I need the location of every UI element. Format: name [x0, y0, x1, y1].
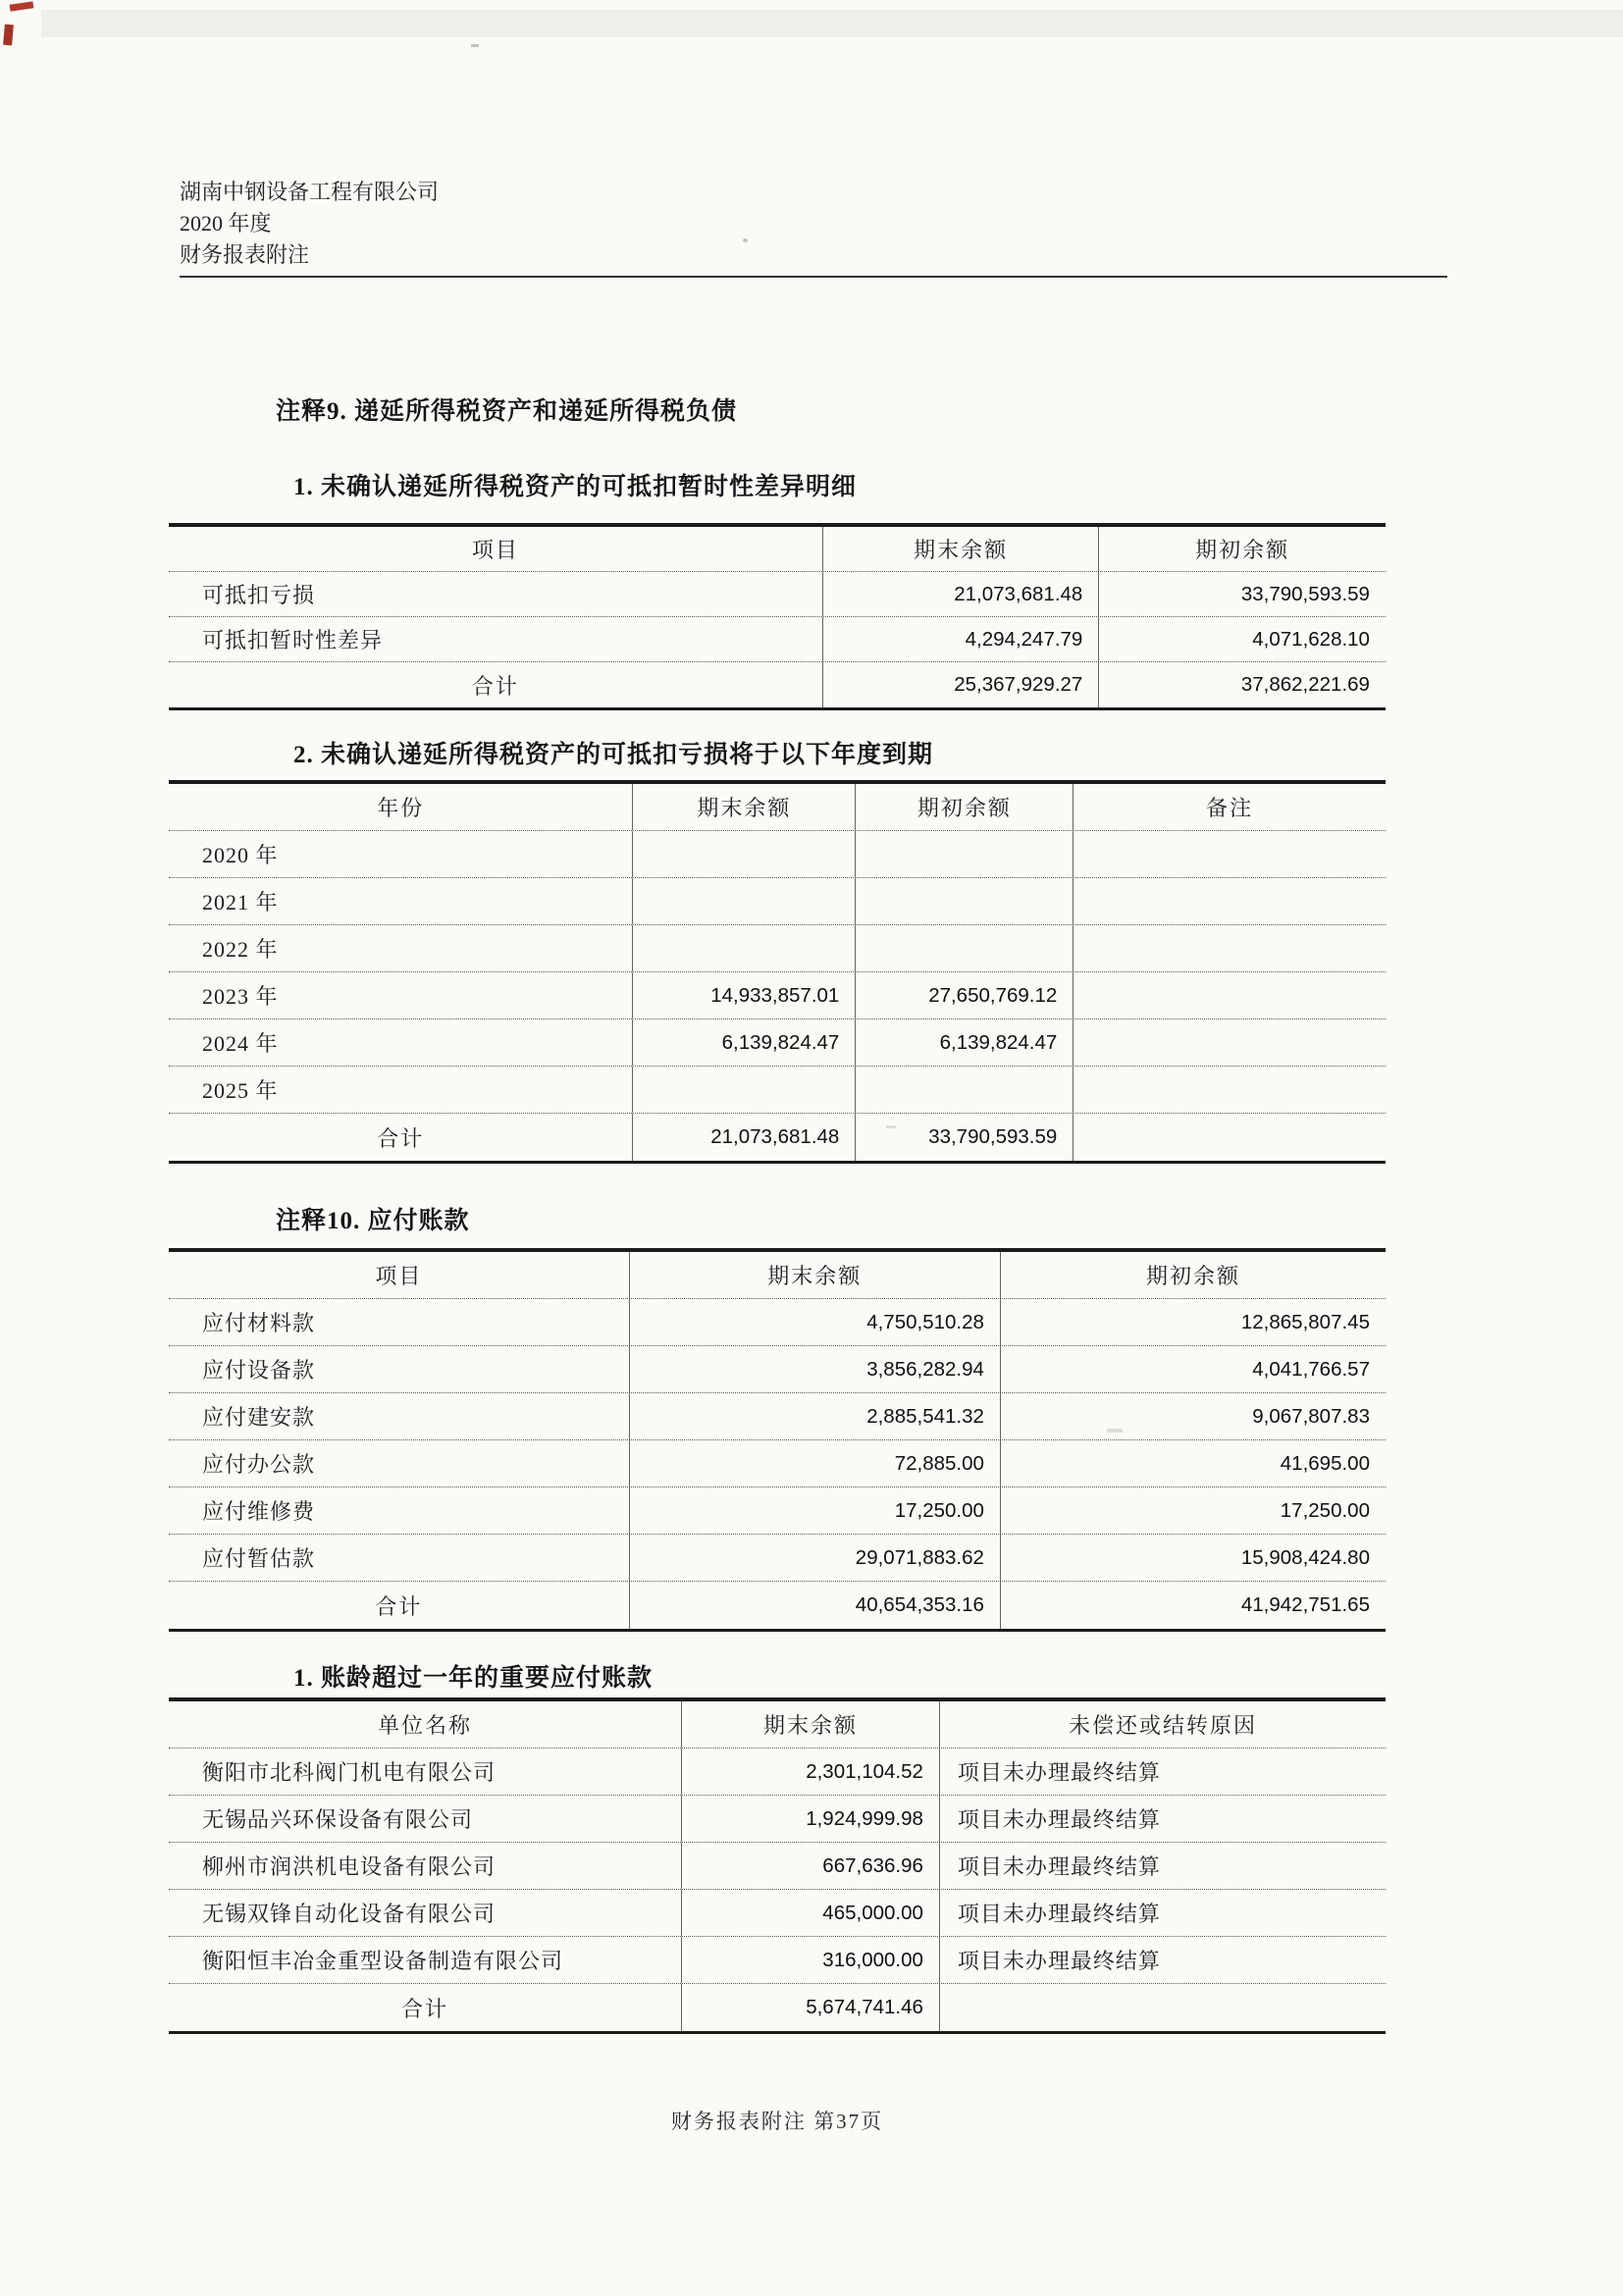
- column-header: 期初余额: [1000, 1252, 1386, 1298]
- table-cell: 项目未办理最终结算: [939, 1843, 1386, 1889]
- table-cell: [855, 925, 1073, 971]
- note9-heading: 注释9. 递延所得税资产和递延所得税负债: [276, 398, 738, 425]
- table-cell: 29,071,883.62: [629, 1535, 1000, 1581]
- table-row: [169, 1937, 1386, 1984]
- table-row: [169, 1393, 1386, 1440]
- table-row: [169, 1984, 1386, 2031]
- document-title: 财务报表附注: [180, 242, 310, 267]
- table-row: [169, 1843, 1386, 1890]
- table-cell: 6,139,824.47: [632, 1019, 855, 1066]
- table-cell: 9,067,807.83: [1000, 1393, 1386, 1439]
- table-cell: 17,250.00: [1000, 1487, 1386, 1534]
- table-cell: 2021 年: [202, 890, 279, 914]
- table-cell: 项目未办理最终结算: [939, 1890, 1386, 1936]
- scan-speck: [743, 238, 748, 242]
- table-cell: 2020 年: [202, 843, 279, 867]
- column-header: 期初余额: [1098, 527, 1386, 571]
- table-cell: 4,294,247.79: [822, 617, 1098, 661]
- table-cell: 316,000.00: [681, 1937, 939, 1983]
- table-row: [169, 1890, 1386, 1937]
- table-cell: [1073, 972, 1386, 1018]
- table-row: [169, 1346, 1386, 1393]
- table-cell: 25,367,929.27: [822, 662, 1098, 707]
- table-row: [169, 1299, 1386, 1346]
- table-header-row: [169, 1701, 1386, 1748]
- table-cell: 可抵扣暂时性差异: [202, 628, 384, 652]
- table-cell: 合计: [377, 1125, 425, 1151]
- table-header-row: [169, 784, 1386, 831]
- table-cell: 2024 年: [202, 1031, 279, 1056]
- table-row: [169, 1748, 1386, 1796]
- table-cell: 4,041,766.57: [1000, 1346, 1386, 1392]
- table-cell: [632, 878, 855, 924]
- accounts-payable-table: [169, 1248, 1386, 1632]
- table-cell: [855, 831, 1073, 877]
- table-cell: 1,924,999.98: [681, 1796, 939, 1842]
- table-cell: 合计: [401, 1996, 449, 2021]
- table-cell: 40,654,353.16: [629, 1582, 1000, 1629]
- column-header: 期末余额: [681, 1701, 939, 1748]
- table-cell: 3,856,282.94: [629, 1346, 1000, 1392]
- column-header: 项目: [471, 538, 519, 562]
- table-cell: [1073, 831, 1386, 877]
- table-row: [169, 1019, 1386, 1067]
- table-cell: 14,933,857.01: [632, 972, 855, 1018]
- table-row: [169, 1114, 1386, 1161]
- table-cell: [632, 1067, 855, 1113]
- table-cell: 合计: [471, 673, 519, 699]
- table-row: [169, 1796, 1386, 1843]
- scan-artifact-red-mark: [3, 25, 14, 46]
- column-header: 项目: [375, 1264, 423, 1288]
- table-cell: 项目未办理最终结算: [939, 1796, 1386, 1842]
- column-header: 期末余额: [629, 1252, 1000, 1298]
- header-divider: [180, 276, 1447, 278]
- table-header-row: [169, 1252, 1386, 1299]
- table-row: [169, 1535, 1386, 1582]
- table-cell: 无锡双锋自动化设备有限公司: [202, 1902, 497, 1926]
- table-row: [169, 1440, 1386, 1487]
- table-cell: 应付维修费: [202, 1499, 316, 1524]
- table-cell: 项目未办理最终结算: [939, 1937, 1386, 1983]
- table-cell: 可抵扣亏损: [202, 583, 316, 607]
- table-cell: 667,636.96: [681, 1843, 939, 1889]
- table-cell: 柳州市润洪机电设备有限公司: [202, 1854, 497, 1879]
- table-cell: 合计: [375, 1593, 423, 1619]
- note10-heading: 注释10. 应付账款: [276, 1208, 470, 1234]
- table-cell: 应付建安款: [202, 1405, 316, 1430]
- column-header: 期末余额: [632, 784, 855, 830]
- table-cell: 21,073,681.48: [822, 572, 1098, 616]
- table-cell: 应付材料款: [202, 1311, 316, 1335]
- table-cell: 27,650,769.12: [855, 972, 1073, 1018]
- column-header: 未偿还或结转原因: [939, 1701, 1386, 1748]
- table-cell: 项目未办理最终结算: [939, 1748, 1386, 1795]
- table-cell: 衡阳市北科阀门机电有限公司: [202, 1760, 497, 1785]
- table-row: [169, 925, 1386, 972]
- note9-section1-heading: 1. 未确认递延所得税资产的可抵扣暂时性差异明细: [293, 474, 858, 500]
- table-cell: 无锡品兴环保设备有限公司: [202, 1807, 474, 1832]
- table-row: [169, 972, 1386, 1019]
- table-row: [169, 1582, 1386, 1629]
- table-cell: [1073, 1114, 1386, 1161]
- scan-speck: [471, 44, 479, 47]
- scan-artifact-red-mark: [10, 1, 34, 11]
- column-header: 备注: [1073, 784, 1386, 830]
- table-cell: 37,862,221.69: [1098, 662, 1386, 707]
- note9-section2-heading: 2. 未确认递延所得税资产的可抵扣亏损将于以下年度到期: [293, 742, 934, 768]
- table-cell: [632, 831, 855, 877]
- table-cell: [1073, 1067, 1386, 1113]
- table-row: [169, 1067, 1386, 1114]
- table-cell: [632, 925, 855, 971]
- table-cell: 5,674,741.46: [681, 1984, 939, 2031]
- column-header: 年份: [377, 796, 425, 820]
- table-cell: 41,695.00: [1000, 1440, 1386, 1487]
- column-header: 单位名称: [378, 1713, 473, 1738]
- table-cell: 465,000.00: [681, 1890, 939, 1936]
- table-row: [169, 878, 1386, 925]
- table-cell: 应付暂估款: [202, 1546, 316, 1571]
- table-cell: 6,139,824.47: [855, 1019, 1073, 1066]
- table-cell: 2025 年: [202, 1078, 279, 1103]
- deductible-temporary-differences-table: [169, 523, 1386, 710]
- column-header: 期末余额: [822, 527, 1098, 571]
- table-header-row: [169, 527, 1386, 572]
- table-cell: 2023 年: [202, 984, 279, 1009]
- table-row: [169, 831, 1386, 878]
- table-cell: 33,790,593.59: [1098, 572, 1386, 616]
- table-cell: 12,865,807.45: [1000, 1299, 1386, 1345]
- table-cell: [1073, 878, 1386, 924]
- table-cell: [1073, 925, 1386, 971]
- table-cell: 2022 年: [202, 937, 279, 962]
- table-cell: 4,750,510.28: [629, 1299, 1000, 1345]
- table-cell: 应付办公款: [202, 1452, 316, 1477]
- page-footer: 财务报表附注 第37页: [670, 2110, 884, 2133]
- table-cell: 应付设备款: [202, 1358, 316, 1383]
- scanner-edge-band: [41, 10, 1623, 37]
- column-header: 期初余额: [855, 784, 1073, 830]
- table-row: [169, 572, 1386, 617]
- table-cell: [1073, 1019, 1386, 1066]
- table-cell: [939, 1984, 1386, 2031]
- table-row: [169, 662, 1386, 707]
- table-cell: [855, 878, 1073, 924]
- table-cell: 2,885,541.32: [629, 1393, 1000, 1439]
- table-cell: 21,073,681.48: [632, 1114, 855, 1161]
- company-name: 湖南中钢设备工程有限公司: [180, 180, 440, 204]
- fiscal-period: 2020 年度: [180, 211, 272, 235]
- table-cell: 衡阳恒丰冶金重型设备制造有限公司: [202, 1949, 564, 1973]
- table-cell: 2,301,104.52: [681, 1748, 939, 1795]
- table-cell: 33,790,593.59: [855, 1114, 1073, 1161]
- table-row: [169, 1487, 1386, 1535]
- table-cell: 41,942,751.65: [1000, 1582, 1386, 1629]
- table-cell: 15,908,424.80: [1000, 1535, 1386, 1581]
- table-cell: [855, 1067, 1073, 1113]
- document-header: [180, 177, 439, 271]
- note10-section1-heading: 1. 账龄超过一年的重要应付账款: [293, 1665, 654, 1692]
- table-row: [169, 617, 1386, 662]
- table-cell: 17,250.00: [629, 1487, 1000, 1534]
- table-cell: 4,071,628.10: [1098, 617, 1386, 661]
- deductible-losses-expiry-table: [169, 780, 1386, 1164]
- aged-payables-over-one-year-table: [169, 1697, 1386, 2034]
- table-cell: 72,885.00: [629, 1440, 1000, 1487]
